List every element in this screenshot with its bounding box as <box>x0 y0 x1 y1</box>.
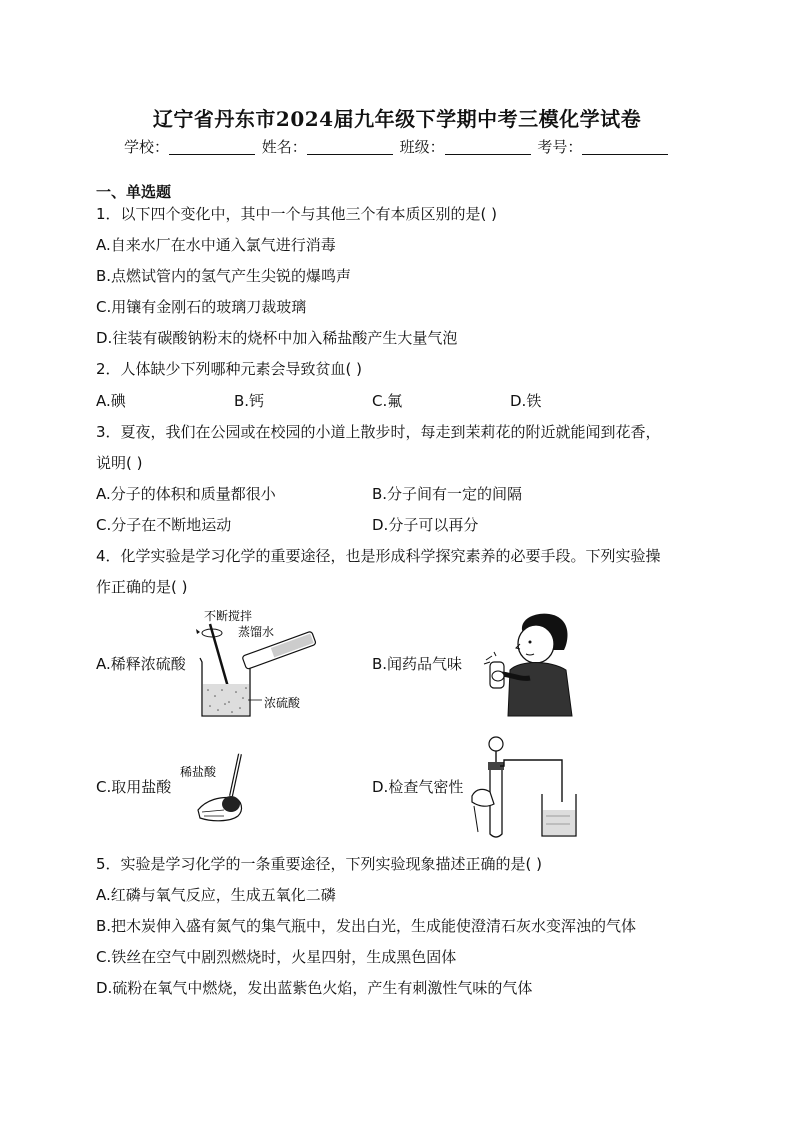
name-blank[interactable] <box>307 138 393 155</box>
q3-stem-line2: 说明( ) <box>96 454 143 472</box>
q1-option-b[interactable]: B.点燃试管内的氢气产生尖锐的爆鸣声 <box>96 267 352 285</box>
number-blank[interactable] <box>582 138 668 155</box>
q3-option-d[interactable]: D.分子可以再分 <box>372 516 479 534</box>
q1-stem: 1．以下四个变化中，其中一个与其他三个有本质区别的是( ) <box>96 205 498 223</box>
fig-dilute-acid <box>188 606 328 722</box>
q3-stem-line1: 3．夏夜，我们在公园或在校园的小道上散步时，每走到茉莉花的附近就能闻到花香， <box>96 423 661 441</box>
q2-stem: 2．人体缺少下列哪种元素会导致贫血( ) <box>96 360 363 378</box>
school-blank[interactable] <box>169 138 255 155</box>
name-label: 姓名： <box>261 138 307 156</box>
q1-option-c[interactable]: C.用镶有金刚石的玻璃刀裁玻璃 <box>96 298 307 316</box>
q4-option-a[interactable]: A.稀释浓硫酸 <box>96 655 186 673</box>
q2-option-d[interactable]: D.铁 <box>510 392 542 410</box>
q5-option-d[interactable]: D.硫粉在氧气中燃烧，发出蓝紫色火焰，产生有刺激性气味的气体 <box>96 979 533 997</box>
q4-option-b[interactable]: B.闻药品气味 <box>372 655 463 673</box>
q2-option-b[interactable]: B.钙 <box>234 392 265 410</box>
q4-option-c[interactable]: C.取用盐酸 <box>96 778 172 796</box>
q4-stem-line2: 作正确的是( ) <box>96 578 188 596</box>
fig-hydrochloric-acid <box>176 750 272 826</box>
q5-option-b[interactable]: B.把木炭伸入盛有氮气的集气瓶中，发出白光，生成能使澄清石灰水变浑浊的气体 <box>96 917 637 935</box>
q5-option-c[interactable]: C.铁丝在空气中剧烈燃烧时，火星四射，生成黑色固体 <box>96 948 457 966</box>
q3-option-a[interactable]: A.分子的体积和质量都很小 <box>96 485 276 503</box>
fig-c-label: 稀盐酸 <box>180 765 217 779</box>
q1-option-d[interactable]: D.往装有碳酸钠粉末的烧杯中加入稀盐酸产生大量气泡 <box>96 329 458 347</box>
q2-option-a[interactable]: A.碘 <box>96 392 126 410</box>
number-label: 考号： <box>537 138 583 156</box>
q3-option-c[interactable]: C.分子在不断地运动 <box>96 516 232 534</box>
q5-stem: 5．实验是学习化学的一条重要途径，下列实验现象描述正确的是( ) <box>96 855 543 873</box>
q1-option-a[interactable]: A.自来水厂在水中通入氯气进行消毒 <box>96 236 336 254</box>
q4-stem-line1: 4．化学实验是学习化学的重要途径，也是形成科学探究素养的必要手段。下列实验操 <box>96 547 661 565</box>
fig-a-acid-label: 浓硫酸 <box>264 696 301 710</box>
q2-option-c[interactable]: C.氟 <box>372 392 403 410</box>
fig-smell-chemical <box>480 608 574 718</box>
class-label: 班级： <box>399 138 445 156</box>
q3-option-b[interactable]: B.分子间有一定的间隔 <box>372 485 523 503</box>
school-label: 学校： <box>124 138 170 156</box>
student-info-row <box>124 136 670 157</box>
fig-a-stir-label: 不断搅拌 <box>204 609 253 623</box>
fig-airtightness <box>470 732 582 842</box>
exam-title: 辽宁省丹东市2024届九年级下学期中考三模化学试卷 <box>152 107 642 131</box>
class-blank[interactable] <box>445 138 531 155</box>
q4-option-d[interactable]: D.检查气密性 <box>372 778 464 796</box>
fig-a-water-label: 蒸馏水 <box>238 625 275 639</box>
q5-option-a[interactable]: A.红磷与氧气反应，生成五氧化二磷 <box>96 886 336 904</box>
section-heading: 一、单选题 <box>96 183 172 201</box>
